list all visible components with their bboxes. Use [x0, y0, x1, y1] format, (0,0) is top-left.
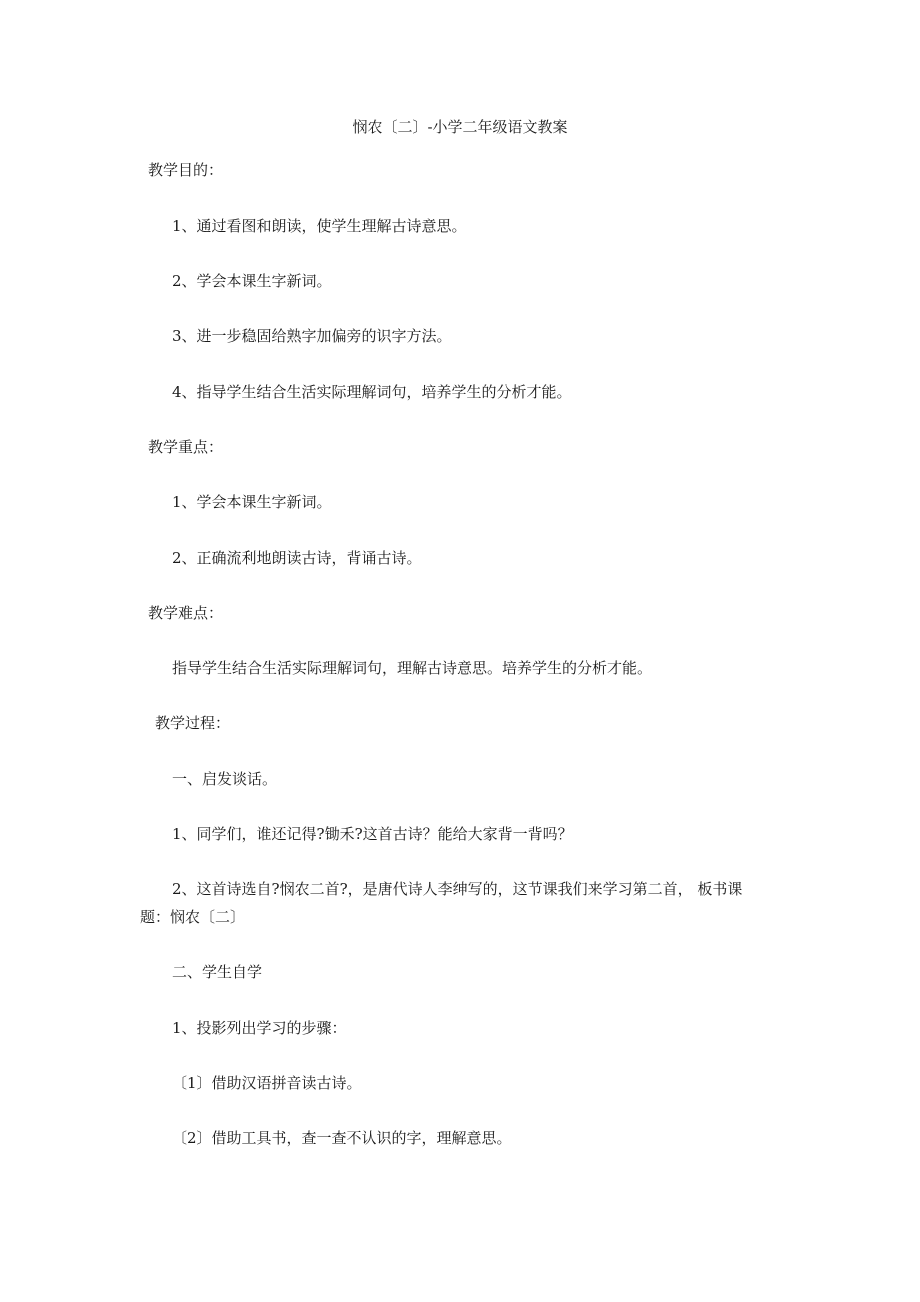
section-one-item-1: 1、同学们，谁还记得?锄禾?这首古诗？能给大家背一背吗？	[172, 825, 573, 843]
section-one-item-2-line-2: 题：悯农〔二〕	[140, 908, 246, 926]
objective-item-4: 4、指导学生结合生活实际理解词句，培养学生的分析才能。	[172, 383, 572, 401]
section-one-heading: 一、启发谈话。	[172, 770, 278, 788]
process-heading: 教学过程：	[155, 714, 231, 732]
key-points-heading: 教学重点：	[148, 438, 224, 456]
section-two-step-2: 〔2〕借助工具书，查一查不认识的字，理解意思。	[172, 1129, 512, 1147]
difficulties-heading: 教学难点：	[148, 604, 224, 622]
document-title: 悯农〔二〕-小学二年级语文教案	[352, 118, 568, 136]
section-two-heading: 二、学生自学	[172, 963, 263, 981]
key-point-item-2: 2、正确流利地朗读古诗，背诵古诗。	[172, 549, 422, 567]
section-one-item-2-line-1: 2、这首诗选自?悯农二首?，是唐代诗人李绅写的，这节课我们来学习第二首， 板书课	[172, 880, 743, 898]
objective-item-1: 1、通过看图和朗读，使学生理解古诗意思。	[172, 217, 467, 235]
objective-item-2: 2、学会本课生字新词。	[172, 272, 332, 290]
difficulties-text: 指导学生结合生活实际理解词句，理解古诗意思。培养学生的分析才能。	[172, 659, 653, 677]
key-point-item-1: 1、学会本课生字新词。	[172, 493, 332, 511]
section-two-step-1: 〔1〕借助汉语拼音读古诗。	[172, 1074, 362, 1092]
objective-item-3: 3、进一步稳固给熟字加偏旁的识字方法。	[172, 327, 452, 345]
section-two-item-1: 1、投影列出学习的步骤：	[172, 1019, 347, 1037]
objectives-heading: 教学目的：	[148, 161, 224, 179]
